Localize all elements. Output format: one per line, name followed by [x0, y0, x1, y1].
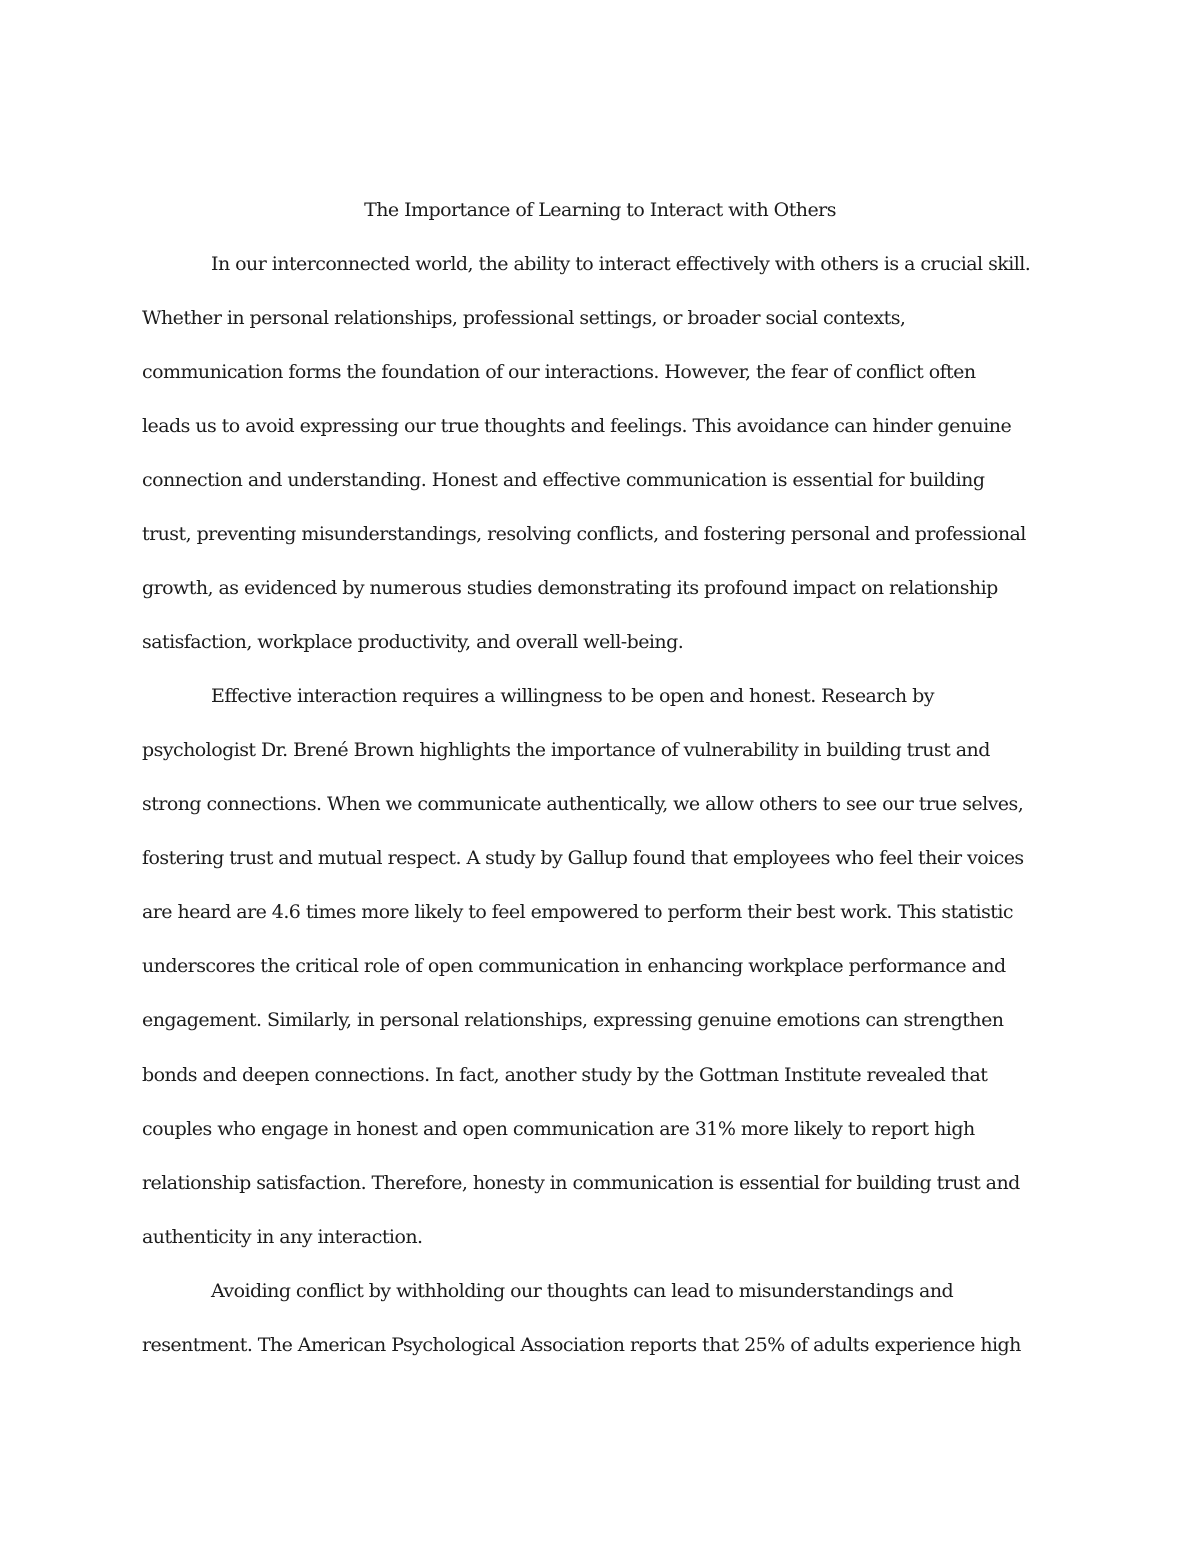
paragraph-line: couples who engage in honest and open communication are 31% more likely to report high: [142, 1118, 975, 1140]
paragraph-line: leads us to avoid expressing our true thoughts and feelings. This avoidance can hinder genuine: [142, 415, 1012, 437]
paragraph-line: Whether in personal relationships, professional settings, or broader social contexts,: [142, 307, 906, 329]
paragraph-line: engagement. Similarly, in personal relationships, expressing genuine emotions can strengthen: [142, 1009, 1004, 1031]
document-title: The Importance of Learning to Interact with Others: [364, 199, 836, 221]
paragraph-line: satisfaction, workplace productivity, and overall well-being.: [142, 631, 684, 653]
paragraph-line: strong connections. When we communicate authentically, we allow others to see our true selves,: [142, 793, 1024, 815]
paragraph-line: are heard are 4.6 times more likely to feel empowered to perform their best work. This statistic: [142, 901, 1013, 923]
paragraph-line: growth, as evidenced by numerous studies demonstrating its profound impact on relationship: [142, 577, 998, 599]
paragraph-line: authenticity in any interaction.: [142, 1226, 423, 1248]
paragraph-line: bonds and deepen connections. In fact, another study by the Gottman Institute revealed that: [142, 1064, 988, 1086]
paragraph-line: psychologist Dr. Brené Brown highlights the importance of vulnerability in building trust and: [142, 739, 990, 761]
paragraph-line: communication forms the foundation of our interactions. However, the fear of conflict often: [142, 361, 976, 383]
paragraph-line: Effective interaction requires a willingness to be open and honest. Research by: [211, 685, 934, 707]
paragraph-line: trust, preventing misunderstandings, resolving conflicts, and fostering personal and professional: [142, 523, 1026, 545]
paragraph-line: In our interconnected world, the ability to interact effectively with others is a crucial skill.: [211, 253, 1031, 275]
paragraph-line: connection and understanding. Honest and effective communication is essential for building: [142, 469, 985, 491]
paragraph-line: relationship satisfaction. Therefore, honesty in communication is essential for building trust and: [142, 1172, 1020, 1194]
paragraph-line: Avoiding conflict by withholding our thoughts can lead to misunderstandings and: [211, 1280, 954, 1302]
paragraph-line: fostering trust and mutual respect. A study by Gallup found that employees who feel their voices: [142, 847, 1024, 869]
paragraph-line: underscores the critical role of open communication in enhancing workplace performance and: [142, 955, 1006, 977]
paragraph-line: resentment. The American Psychological Association reports that 25% of adults experience high: [142, 1334, 1021, 1356]
